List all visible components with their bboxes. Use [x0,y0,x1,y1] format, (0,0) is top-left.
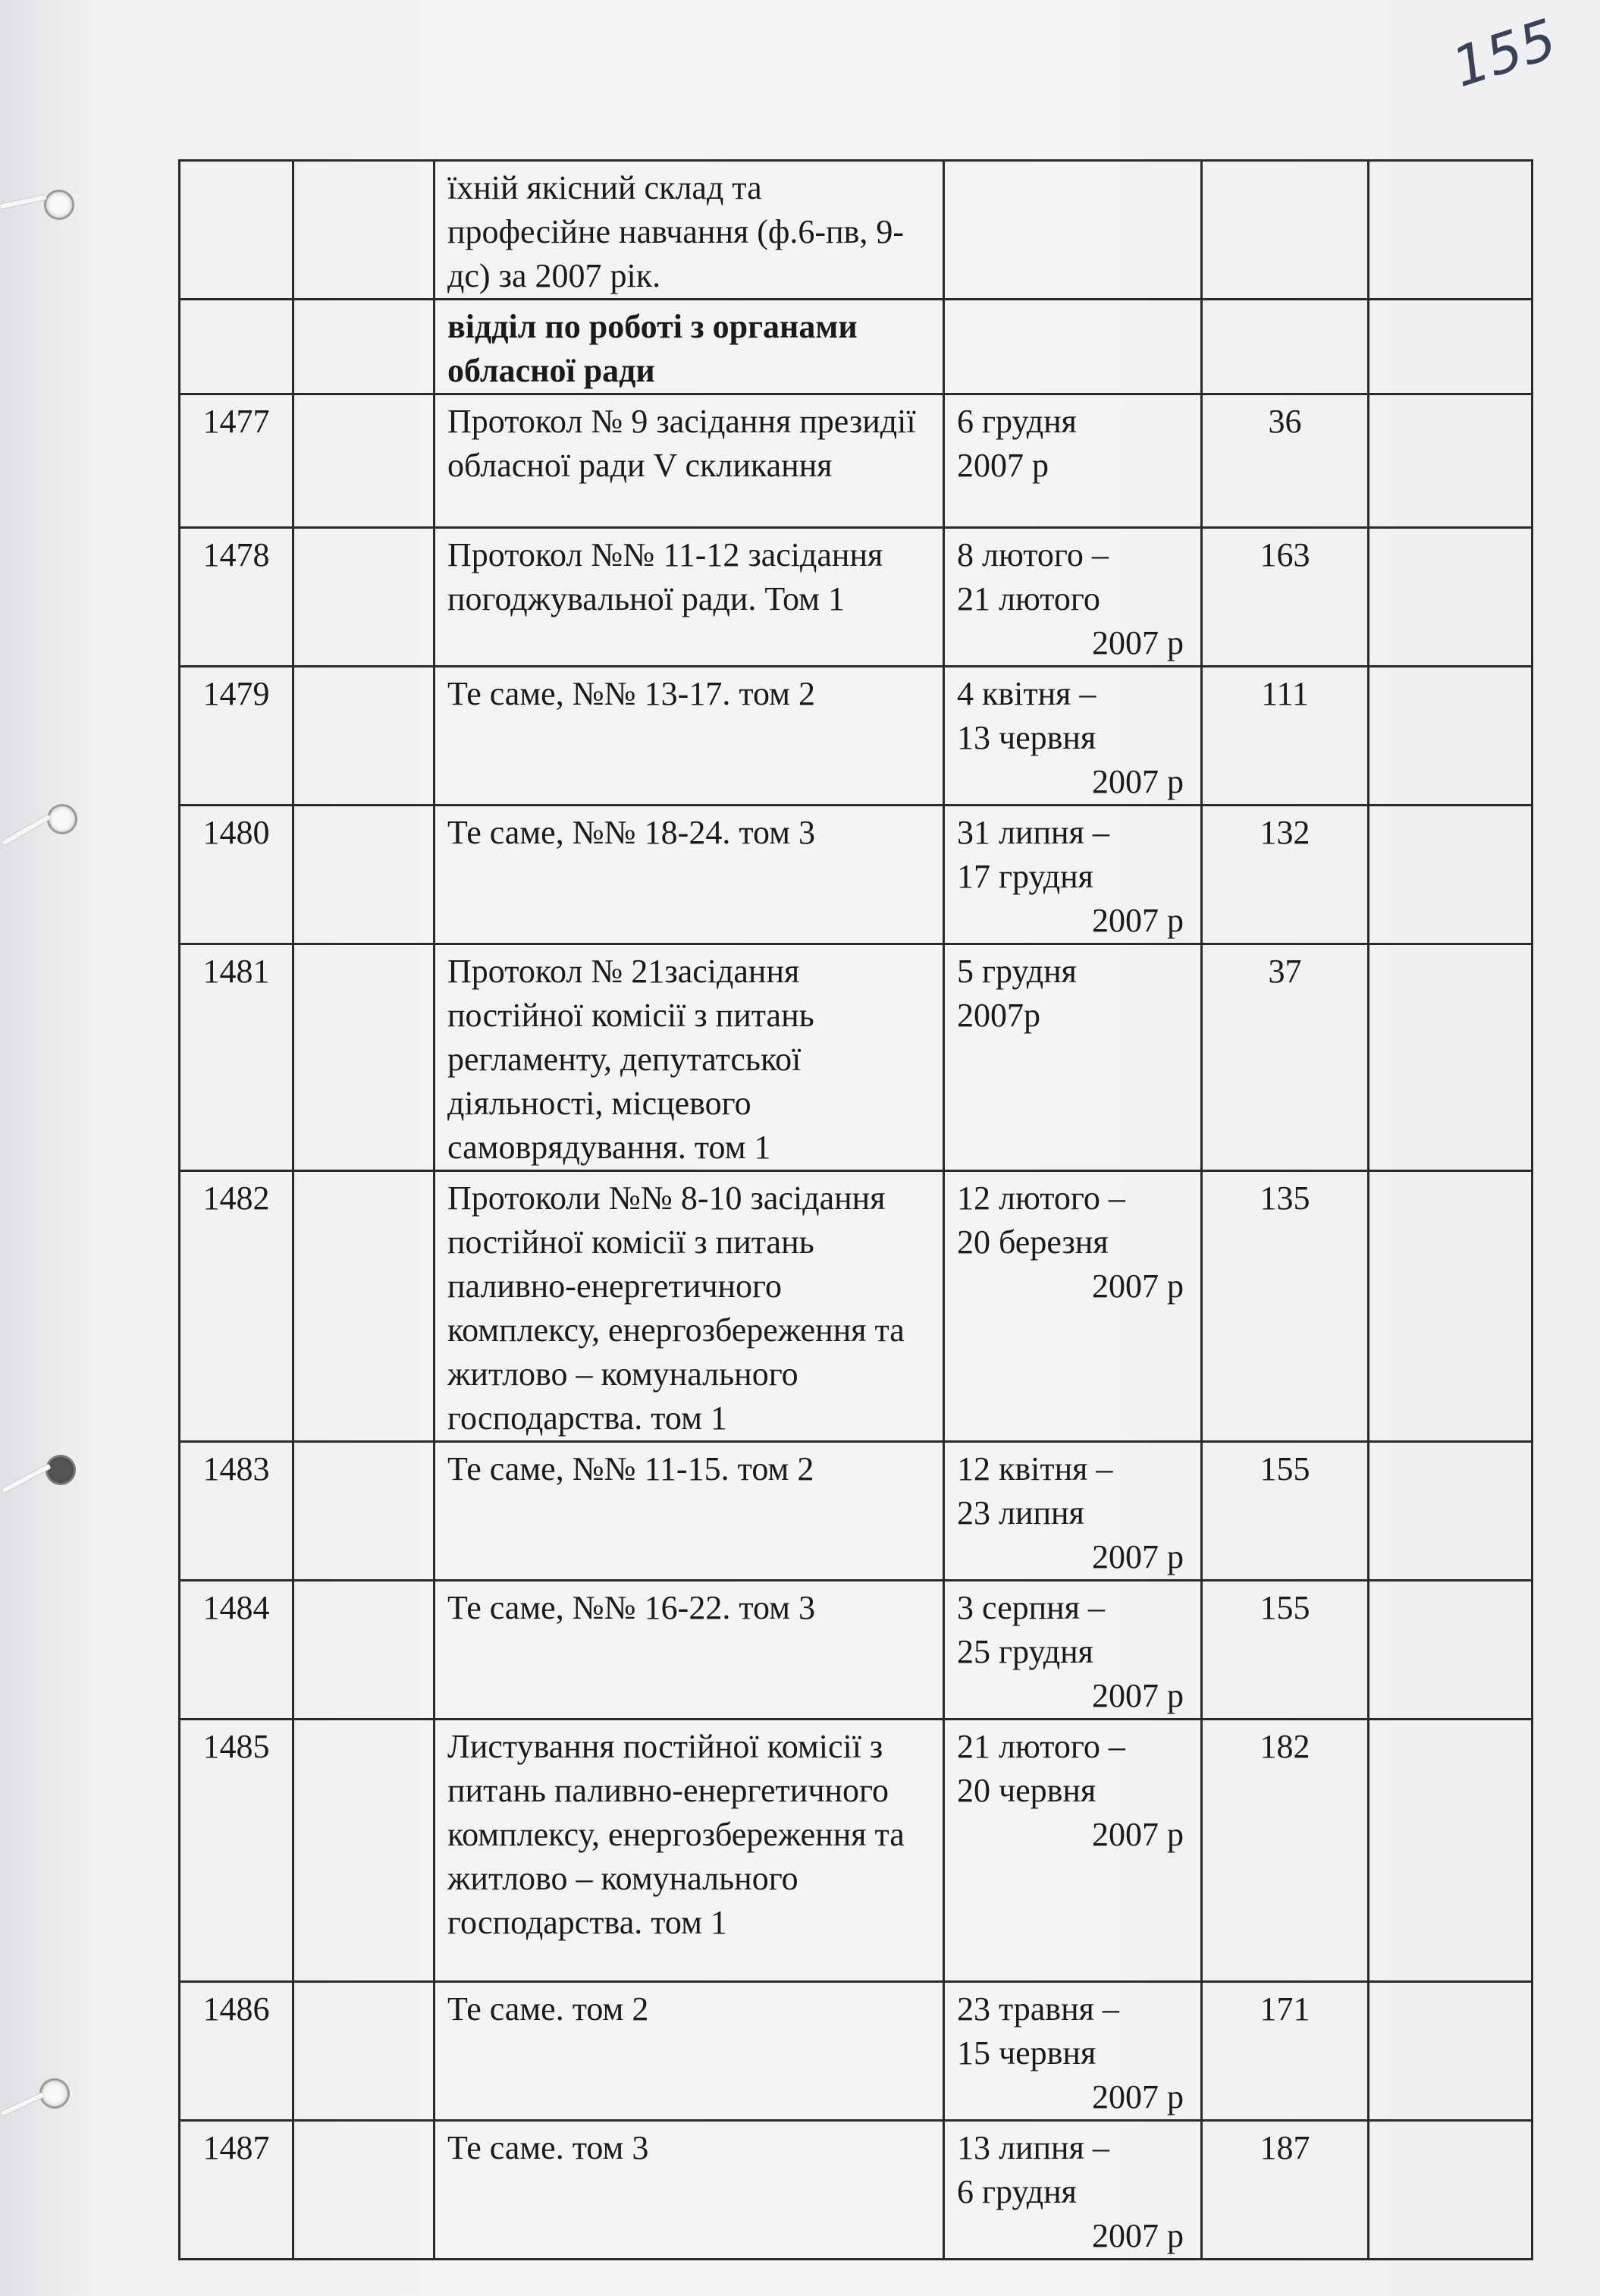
section-heading: відділ по роботі з органами обласної ради [435,300,944,394]
number-cell [180,161,293,300]
note-cell [1369,667,1533,806]
date-year: 2007 р [1092,1538,1184,1575]
table-row [180,2121,1533,2260]
date-start: 13 липня – [957,2129,1109,2166]
date-start: 3 серпня – [957,1589,1105,1626]
title-cell: Протокол № 9 засідання президії обласної ради V скликання [435,394,944,528]
sheets-cell: 37 [1202,944,1369,1171]
note-cell [1369,1171,1533,1442]
date-year: 2007 р [957,447,1049,484]
title-cell: Протокол № 21засідання постійної комісії з питань регламенту, депутатської діяльності, місцевого самоврядування. том 1 [435,944,944,1171]
date-cell [944,1720,1202,1982]
date-cell [944,667,1202,806]
title-cell: Те саме. том 3 [435,2121,944,2260]
number-cell: 1478 [180,528,293,667]
date-year: 2007 р [1092,1267,1184,1305]
index-cell [293,1982,435,2121]
binding-thread [2,814,52,846]
binding-thread [2,1463,52,1493]
date-start: 5 грудня [957,953,1077,990]
date-cell [944,528,1202,667]
title-cell: Те саме. том 2 [435,1982,944,2121]
date-cell [944,806,1202,944]
table-row [180,944,1533,1171]
archive-inventory-table [178,159,1533,2260]
date-year: 2007 р [1092,763,1184,800]
date-start: 6 грудня [957,403,1077,440]
sheets-cell: 163 [1202,528,1369,667]
date-end: 20 червня [957,1772,1096,1809]
index-cell [293,2121,435,2260]
title-cell: Те саме, №№ 11-15. том 2 [435,1442,944,1581]
date-year: 2007 р [1092,1677,1184,1714]
title-cell: Протоколи №№ 8-10 засідання постійної комісії з питань паливно-енергетичного комплексу, енергозбереження та житлово – комунального господарства. том 1 [435,1171,944,1442]
binding-hole-icon [47,804,77,834]
date-year: 2007 р [1092,2217,1184,2254]
number-cell: 1477 [180,394,293,528]
index-cell [293,1581,435,1720]
number-cell: 1482 [180,1171,293,1442]
table-row [180,667,1533,806]
date-cell [944,300,1202,394]
sheets-cell: 132 [1202,806,1369,944]
note-cell [1369,161,1533,300]
index-cell [293,1442,435,1581]
date-start: 8 лютого – [957,536,1109,573]
date-cell [944,944,1202,1171]
number-cell [180,300,293,394]
date-cell [944,1442,1202,1581]
title-cell: Те саме, №№ 18-24. том 3 [435,806,944,944]
date-end: 23 липня [957,1494,1084,1531]
table-row [180,1581,1533,1720]
date-cell [944,1581,1202,1720]
index-cell [293,161,435,300]
binding-thread [1,2092,45,2117]
sheets-cell [1202,161,1369,300]
number-cell: 1485 [180,1720,293,1982]
index-cell [293,1171,435,1442]
table-row [180,528,1533,667]
date-year: 2007 р [1092,2078,1184,2115]
table-row [180,161,1533,300]
note-cell [1369,2121,1533,2260]
date-end: 25 грудня [957,1633,1093,1670]
date-cell [944,2121,1202,2260]
binding-hole-icon [39,2078,70,2109]
sheets-cell: 155 [1202,1442,1369,1581]
number-cell: 1479 [180,667,293,806]
sheets-cell: 187 [1202,2121,1369,2260]
date-cell [944,1982,1202,2121]
note-cell [1369,1720,1533,1982]
table-row [180,394,1533,528]
sheets-cell [1202,300,1369,394]
index-cell [293,806,435,944]
date-end: 13 червня [957,719,1096,756]
table-row [180,1720,1533,1982]
date-year: 2007р [957,997,1040,1034]
index-cell [293,528,435,667]
note-cell [1369,1581,1533,1720]
binding-hole-icon [44,190,74,220]
title-cell: їхній якісний склад та професійне навчання (ф.6-пв, 9-дс) за 2007 рік. [435,161,944,300]
note-cell [1369,1982,1533,2121]
date-end: 20 березня [957,1223,1109,1261]
date-year: 2007 р [1092,624,1184,661]
title-cell: Листування постійної комісії з питань паливно-енергетичного комплексу, енергозбереження та житлово – комунального господарства. том 1 [435,1720,944,1982]
title-cell: Те саме, №№ 13-17. том 2 [435,667,944,806]
date-start: 12 лютого – [957,1179,1125,1217]
number-cell: 1481 [180,944,293,1171]
note-cell [1369,1442,1533,1581]
sheets-cell: 182 [1202,1720,1369,1982]
note-cell [1369,944,1533,1171]
date-start: 31 липня – [957,814,1109,851]
index-cell [293,1720,435,1982]
index-cell [293,667,435,806]
date-year: 2007 р [1092,1816,1184,1853]
binding-thread [0,194,47,210]
note-cell [1369,300,1533,394]
number-cell: 1483 [180,1442,293,1581]
date-start: 12 квітня – [957,1450,1113,1487]
binding-hole-icon [45,1455,76,1485]
index-cell [293,944,435,1171]
date-end: 21 лютого [957,580,1100,617]
title-cell: Протокол №№ 11-12 засідання погоджувальної ради. Том 1 [435,528,944,667]
handwritten-page-number: 155 [1445,6,1564,100]
date-cell [944,161,1202,300]
table-row [180,1442,1533,1581]
date-start: 4 квітня – [957,675,1096,712]
sheets-cell: 36 [1202,394,1369,528]
number-cell: 1480 [180,806,293,944]
date-start: 21 лютого – [957,1728,1125,1765]
table-row [180,806,1533,944]
sheets-cell: 111 [1202,667,1369,806]
date-end: 6 грудня [957,2173,1077,2210]
title-cell: Те саме, №№ 16-22. том 3 [435,1581,944,1720]
number-cell: 1486 [180,1982,293,2121]
section-heading-row [180,300,1533,394]
date-end: 17 грудня [957,858,1093,895]
sheets-cell: 135 [1202,1171,1369,1442]
index-cell [293,394,435,528]
table-row [180,1171,1533,1442]
note-cell [1369,528,1533,667]
sheets-cell: 155 [1202,1581,1369,1720]
date-year: 2007 р [1092,902,1184,939]
table-row [180,1982,1533,2121]
number-cell: 1484 [180,1581,293,1720]
note-cell [1369,806,1533,944]
sheets-cell: 171 [1202,1982,1369,2121]
date-cell [944,394,1202,528]
date-cell [944,1171,1202,1442]
index-cell [293,300,435,394]
number-cell: 1487 [180,2121,293,2260]
note-cell [1369,394,1533,528]
date-end: 15 червня [957,2034,1096,2071]
date-start: 23 травня – [957,1990,1119,2027]
